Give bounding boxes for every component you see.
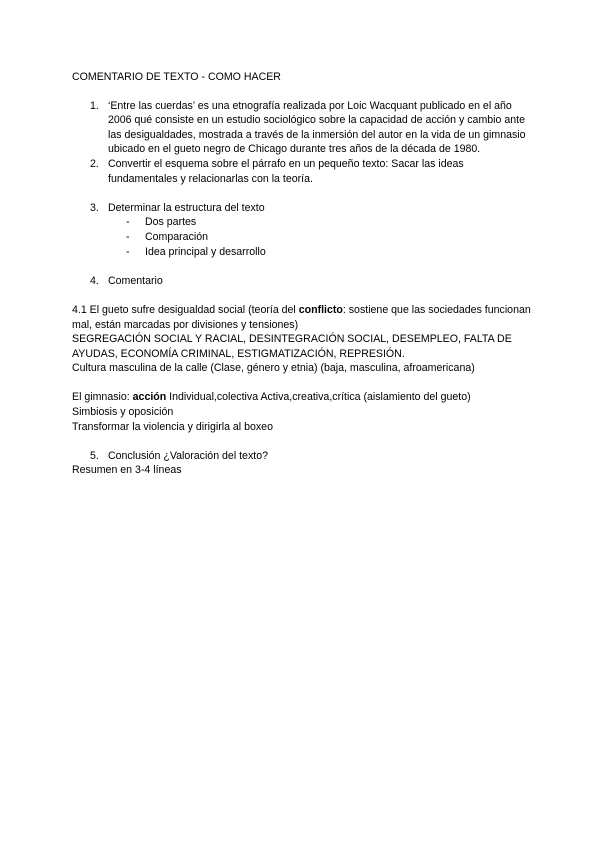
list-item-text: Comentario (108, 274, 163, 287)
structure-sublist (72, 215, 532, 259)
list-item-3 (90, 201, 532, 216)
list-number: 1. (90, 99, 99, 112)
section-4-1-prefix: 4.1 El gueto sufre desigualdad social (teoría del (72, 303, 299, 316)
sub-list-text: Idea principal y desarrollo (145, 245, 266, 258)
section-4-1-bold-term: conflicto (298, 303, 343, 316)
spacer (72, 376, 532, 391)
spacer (72, 259, 532, 274)
spacer (72, 288, 532, 303)
list-item-text: ‘Entre las cuerdas’ es una etnografía realizada por Loic Wacquant publicado en el año 2006 qué consiste en un estudio sociológico sobre la capacidad de acción y cambio ante las desigualdades, mostrada a través de la inmersión del autor en la vida de un gimnasio ubicado en el gueto negro de Chicago durante tres años de la década de 1980. (108, 99, 526, 156)
list-item-1 (90, 99, 532, 157)
gym-line-2: Simbiosis y oposición (72, 406, 174, 419)
sub-list-item (126, 245, 532, 260)
spacer (72, 186, 532, 201)
list-number: 4. (90, 274, 99, 287)
sub-list-text: Dos partes (145, 216, 197, 229)
list-item-4 (90, 274, 532, 289)
list-number: 3. (90, 201, 99, 214)
section-4-1-paragraph (72, 303, 532, 332)
gym-line-3: Transformar la violencia y dirigirla al boxeo (72, 420, 273, 433)
list-item-text: Convertir el esquema sobre el párrafo en un pequeño texto: Sacar las ideas fundamentales y relacionarlas con la teoría. (108, 157, 464, 185)
list-number: 5. (90, 449, 99, 462)
sub-list-item (126, 215, 532, 230)
section-4-1-keywords: SEGREGACIÓN SOCIAL Y RACIAL, DESINTEGRACIÓN SOCIAL, DESEMPLEO, FALTA DE AYUDAS, ECONOMÍA CRIMINAL, ESTIGMATIZACIÓN, REPRESIÓN. (72, 333, 512, 360)
gym-prefix: El gimnasio: (72, 391, 133, 404)
dash-marker: - (126, 216, 130, 229)
list-item-text: Determinar la estructura del texto (108, 201, 265, 214)
document-page (72, 70, 532, 478)
sub-list-text: Comparación (145, 230, 209, 243)
summary-line: Resumen en 3-4 líneas (72, 464, 182, 477)
list-item-2 (90, 157, 532, 186)
spacer (72, 434, 532, 449)
document-title: COMENTARIO DE TEXTO - COMO HACER (72, 71, 281, 83)
dash-marker: - (126, 245, 130, 258)
gym-suffix: Individual,colectiva Activa,creativa,crítica (aislamiento del gueto) (166, 391, 471, 404)
gym-paragraph (72, 390, 532, 405)
dash-marker: - (126, 230, 130, 243)
list-number: 2. (90, 157, 99, 170)
list-item-5 (90, 449, 532, 464)
list-item-text: Conclusión ¿Valoración del texto? (108, 449, 268, 462)
section-4-1-suffix: : sostiene que las sociedades funcionan mal, están marcadas por divisiones y tensiones) (72, 303, 531, 331)
sub-list-item (126, 230, 532, 245)
section-4-1-culture: Cultura masculina de la calle (Clase, género y etnia) (baja, masculina, afroamericana) (72, 362, 475, 375)
gym-bold-term: acción (132, 391, 167, 404)
